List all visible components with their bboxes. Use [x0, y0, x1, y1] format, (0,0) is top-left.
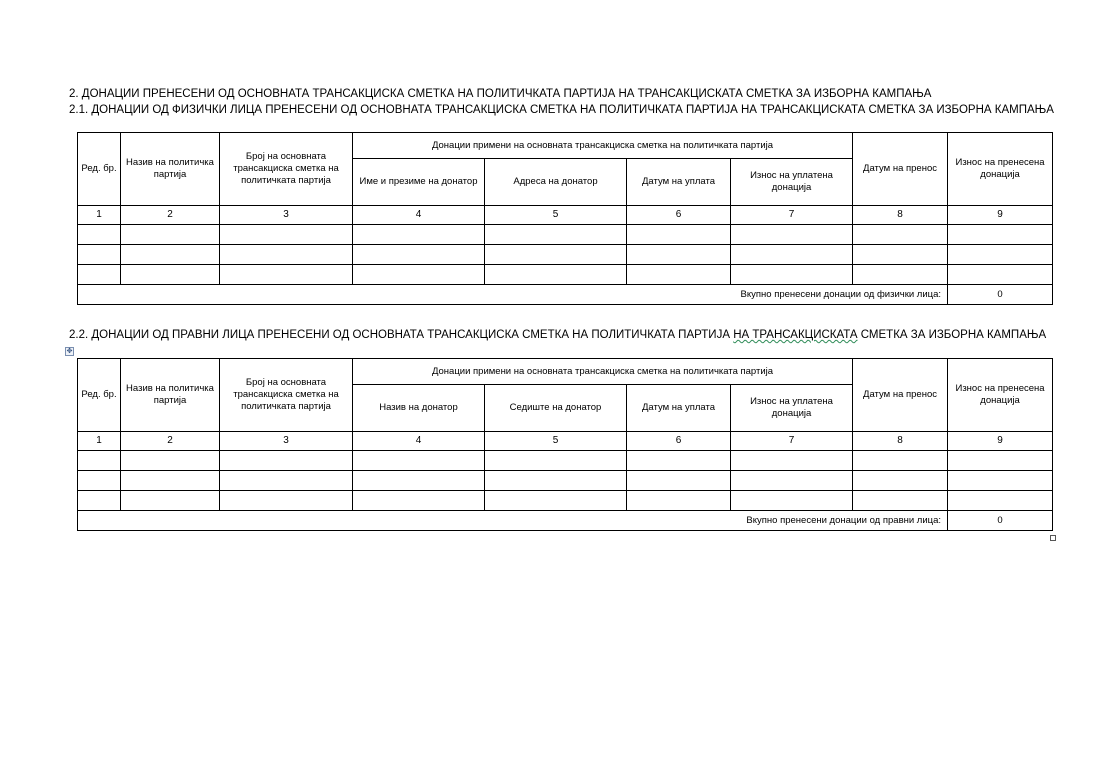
total-value[interactable]: 0: [948, 285, 1053, 305]
empty-cell[interactable]: [220, 245, 353, 265]
empty-cell[interactable]: [78, 451, 121, 471]
header-payment-date: Датум на уплата: [627, 385, 731, 432]
column-number-cell: 9: [948, 206, 1053, 225]
empty-cell[interactable]: [220, 491, 353, 511]
column-number-cell: 7: [731, 432, 853, 451]
header-transferred-amount: Износ на пренесена донација: [948, 133, 1053, 206]
header-donor-name: Име и презиме на донатор: [353, 159, 485, 206]
empty-cell[interactable]: [78, 491, 121, 511]
empty-cell[interactable]: [78, 225, 121, 245]
column-number-cell: 4: [353, 432, 485, 451]
empty-cell[interactable]: [485, 471, 627, 491]
empty-cell[interactable]: [853, 451, 948, 471]
legal-persons-donations-table: [77, 358, 1053, 531]
empty-cell[interactable]: [627, 471, 731, 491]
header-donor-address: Адреса на донатор: [485, 159, 627, 206]
empty-cell[interactable]: [948, 225, 1053, 245]
empty-cell[interactable]: [485, 451, 627, 471]
header-donor-seat: Седиште на донатор: [485, 385, 627, 432]
column-number-cell: 1: [78, 206, 121, 225]
empty-cell[interactable]: [853, 491, 948, 511]
table-row: [78, 471, 1053, 491]
empty-cell[interactable]: [731, 451, 853, 471]
column-number-cell: 2: [121, 206, 220, 225]
header-account-number: Број на основната трансакциска сметка на политичката партија: [220, 133, 353, 206]
table-row: [78, 451, 1053, 471]
column-number-cell: 3: [220, 432, 353, 451]
column-number-cell: 2: [121, 432, 220, 451]
empty-cell[interactable]: [948, 265, 1053, 285]
empty-cell[interactable]: [121, 265, 220, 285]
empty-cell[interactable]: [948, 491, 1053, 511]
table-row: [78, 491, 1053, 511]
empty-cell[interactable]: [948, 471, 1053, 491]
column-number-cell: 5: [485, 206, 627, 225]
column-number-cell: 3: [220, 206, 353, 225]
empty-cell[interactable]: [627, 491, 731, 511]
empty-cell[interactable]: [731, 225, 853, 245]
empty-cell[interactable]: [220, 451, 353, 471]
section-2-1-title: 2.1. ДОНАЦИИ ОД ФИЗИЧКИ ЛИЦА ПРЕНЕСЕНИ ОД ОСНОВНАТА ТРАНСАКЦИСКА СМЕТКА НА ПОЛИТИЧКАТА ПАРТИЈА НА ТРАНСАКЦИСКАТА СМЕТКА ЗА ИЗБОРНА КАМПАЊА: [69, 104, 1054, 116]
column-number-cell: 7: [731, 206, 853, 225]
empty-cell[interactable]: [485, 491, 627, 511]
empty-cell[interactable]: [731, 491, 853, 511]
empty-cell[interactable]: [853, 225, 948, 245]
empty-cell[interactable]: [627, 225, 731, 245]
header-payment-amount: Износ на уплатена донација: [731, 159, 853, 206]
column-number-cell: 8: [853, 206, 948, 225]
total-value[interactable]: 0: [948, 511, 1053, 531]
column-number-cell: 1: [78, 432, 121, 451]
header-transferred-amount: Износ на пренесена донација: [948, 359, 1053, 432]
header-payment-amount: Износ на уплатена донација: [731, 385, 853, 432]
empty-cell[interactable]: [353, 471, 485, 491]
empty-cell[interactable]: [948, 245, 1053, 265]
table-resize-handle-icon[interactable]: [1050, 535, 1056, 541]
empty-cell[interactable]: [78, 245, 121, 265]
table-row: [78, 265, 1053, 285]
empty-cell[interactable]: [121, 491, 220, 511]
section-2-2-title-part: СМЕТКА ЗА ИЗБОРНА КАМПАЊА: [857, 329, 1047, 341]
header-donor-name: Назив на донатор: [353, 385, 485, 432]
empty-cell[interactable]: [948, 451, 1053, 471]
empty-cell[interactable]: [853, 471, 948, 491]
empty-cell[interactable]: [353, 225, 485, 245]
table-row: [78, 245, 1053, 265]
column-number-cell: 6: [627, 206, 731, 225]
section-2-2-title: [69, 327, 1059, 343]
empty-cell[interactable]: [78, 471, 121, 491]
section-2-2-title-part-spellcheck: НА ТРАНСАКЦИСКАТА: [733, 329, 858, 341]
header-row-number: Ред. бр.: [78, 133, 121, 206]
natural-persons-donations-table: [77, 132, 1053, 305]
empty-cell[interactable]: [485, 265, 627, 285]
header-account-number: Број на основната трансакциска сметка на политичката партија: [220, 359, 353, 432]
section-2-2-title-part: 2.2. ДОНАЦИИ ОД ПРАВНИ ЛИЦА ПРЕНЕСЕНИ ОД ОСНОВНАТА ТРАНСАКЦИСКА СМЕТКА НА ПОЛИТИЧКАТА ПАРТИЈА: [69, 329, 734, 341]
header-payment-date: Датум на уплата: [627, 159, 731, 206]
empty-cell[interactable]: [220, 225, 353, 245]
empty-cell[interactable]: [627, 451, 731, 471]
empty-cell[interactable]: [220, 471, 353, 491]
column-number-cell: 4: [353, 206, 485, 225]
header-transfer-date: Датум на пренос: [853, 133, 948, 206]
empty-cell[interactable]: [353, 245, 485, 265]
column-number-cell: 9: [948, 432, 1053, 451]
table-row: [78, 225, 1053, 245]
column-number-cell: 8: [853, 432, 948, 451]
empty-cell[interactable]: [121, 471, 220, 491]
empty-cell[interactable]: [353, 491, 485, 511]
table-move-handle-icon[interactable]: ✥: [66, 348, 73, 355]
empty-cell[interactable]: [121, 451, 220, 471]
empty-cell[interactable]: [731, 245, 853, 265]
empty-cell[interactable]: [627, 245, 731, 265]
section-2-title: 2. ДОНАЦИИ ПРЕНЕСЕНИ ОД ОСНОВНАТА ТРАНСАКЦИСКА СМЕТКА НА ПОЛИТИЧКАТА ПАРТИЈА НА ТРАНСАКЦИСКАТА СМЕТКА ЗА ИЗБОРНА КАМПАЊА: [69, 88, 932, 100]
empty-cell[interactable]: [485, 225, 627, 245]
total-label: Вкупно пренесени донации од физички лица:: [78, 285, 948, 305]
header-donations-received-group: Донации примени на основната трансакциска сметка на политичката партија: [353, 133, 853, 159]
empty-cell[interactable]: [853, 245, 948, 265]
header-party-name: Назив на политичка партија: [121, 359, 220, 432]
empty-cell[interactable]: [78, 265, 121, 285]
empty-cell[interactable]: [353, 265, 485, 285]
total-label: Вкупно пренесени донации од правни лица:: [78, 511, 948, 531]
column-number-cell: 5: [485, 432, 627, 451]
empty-cell[interactable]: [853, 265, 948, 285]
empty-cell[interactable]: [121, 225, 220, 245]
empty-cell[interactable]: [627, 265, 731, 285]
header-party-name: Назив на политичка партија: [121, 133, 220, 206]
header-row-number: Ред. бр.: [78, 359, 121, 432]
empty-cell[interactable]: [353, 451, 485, 471]
empty-cell[interactable]: [731, 471, 853, 491]
header-transfer-date: Датум на пренос: [853, 359, 948, 432]
empty-cell[interactable]: [220, 265, 353, 285]
empty-cell[interactable]: [121, 245, 220, 265]
empty-cell[interactable]: [731, 265, 853, 285]
column-number-cell: 6: [627, 432, 731, 451]
empty-cell[interactable]: [485, 245, 627, 265]
header-donations-received-group: Донации примени на основната трансакциска сметка на политичката партија: [353, 359, 853, 385]
